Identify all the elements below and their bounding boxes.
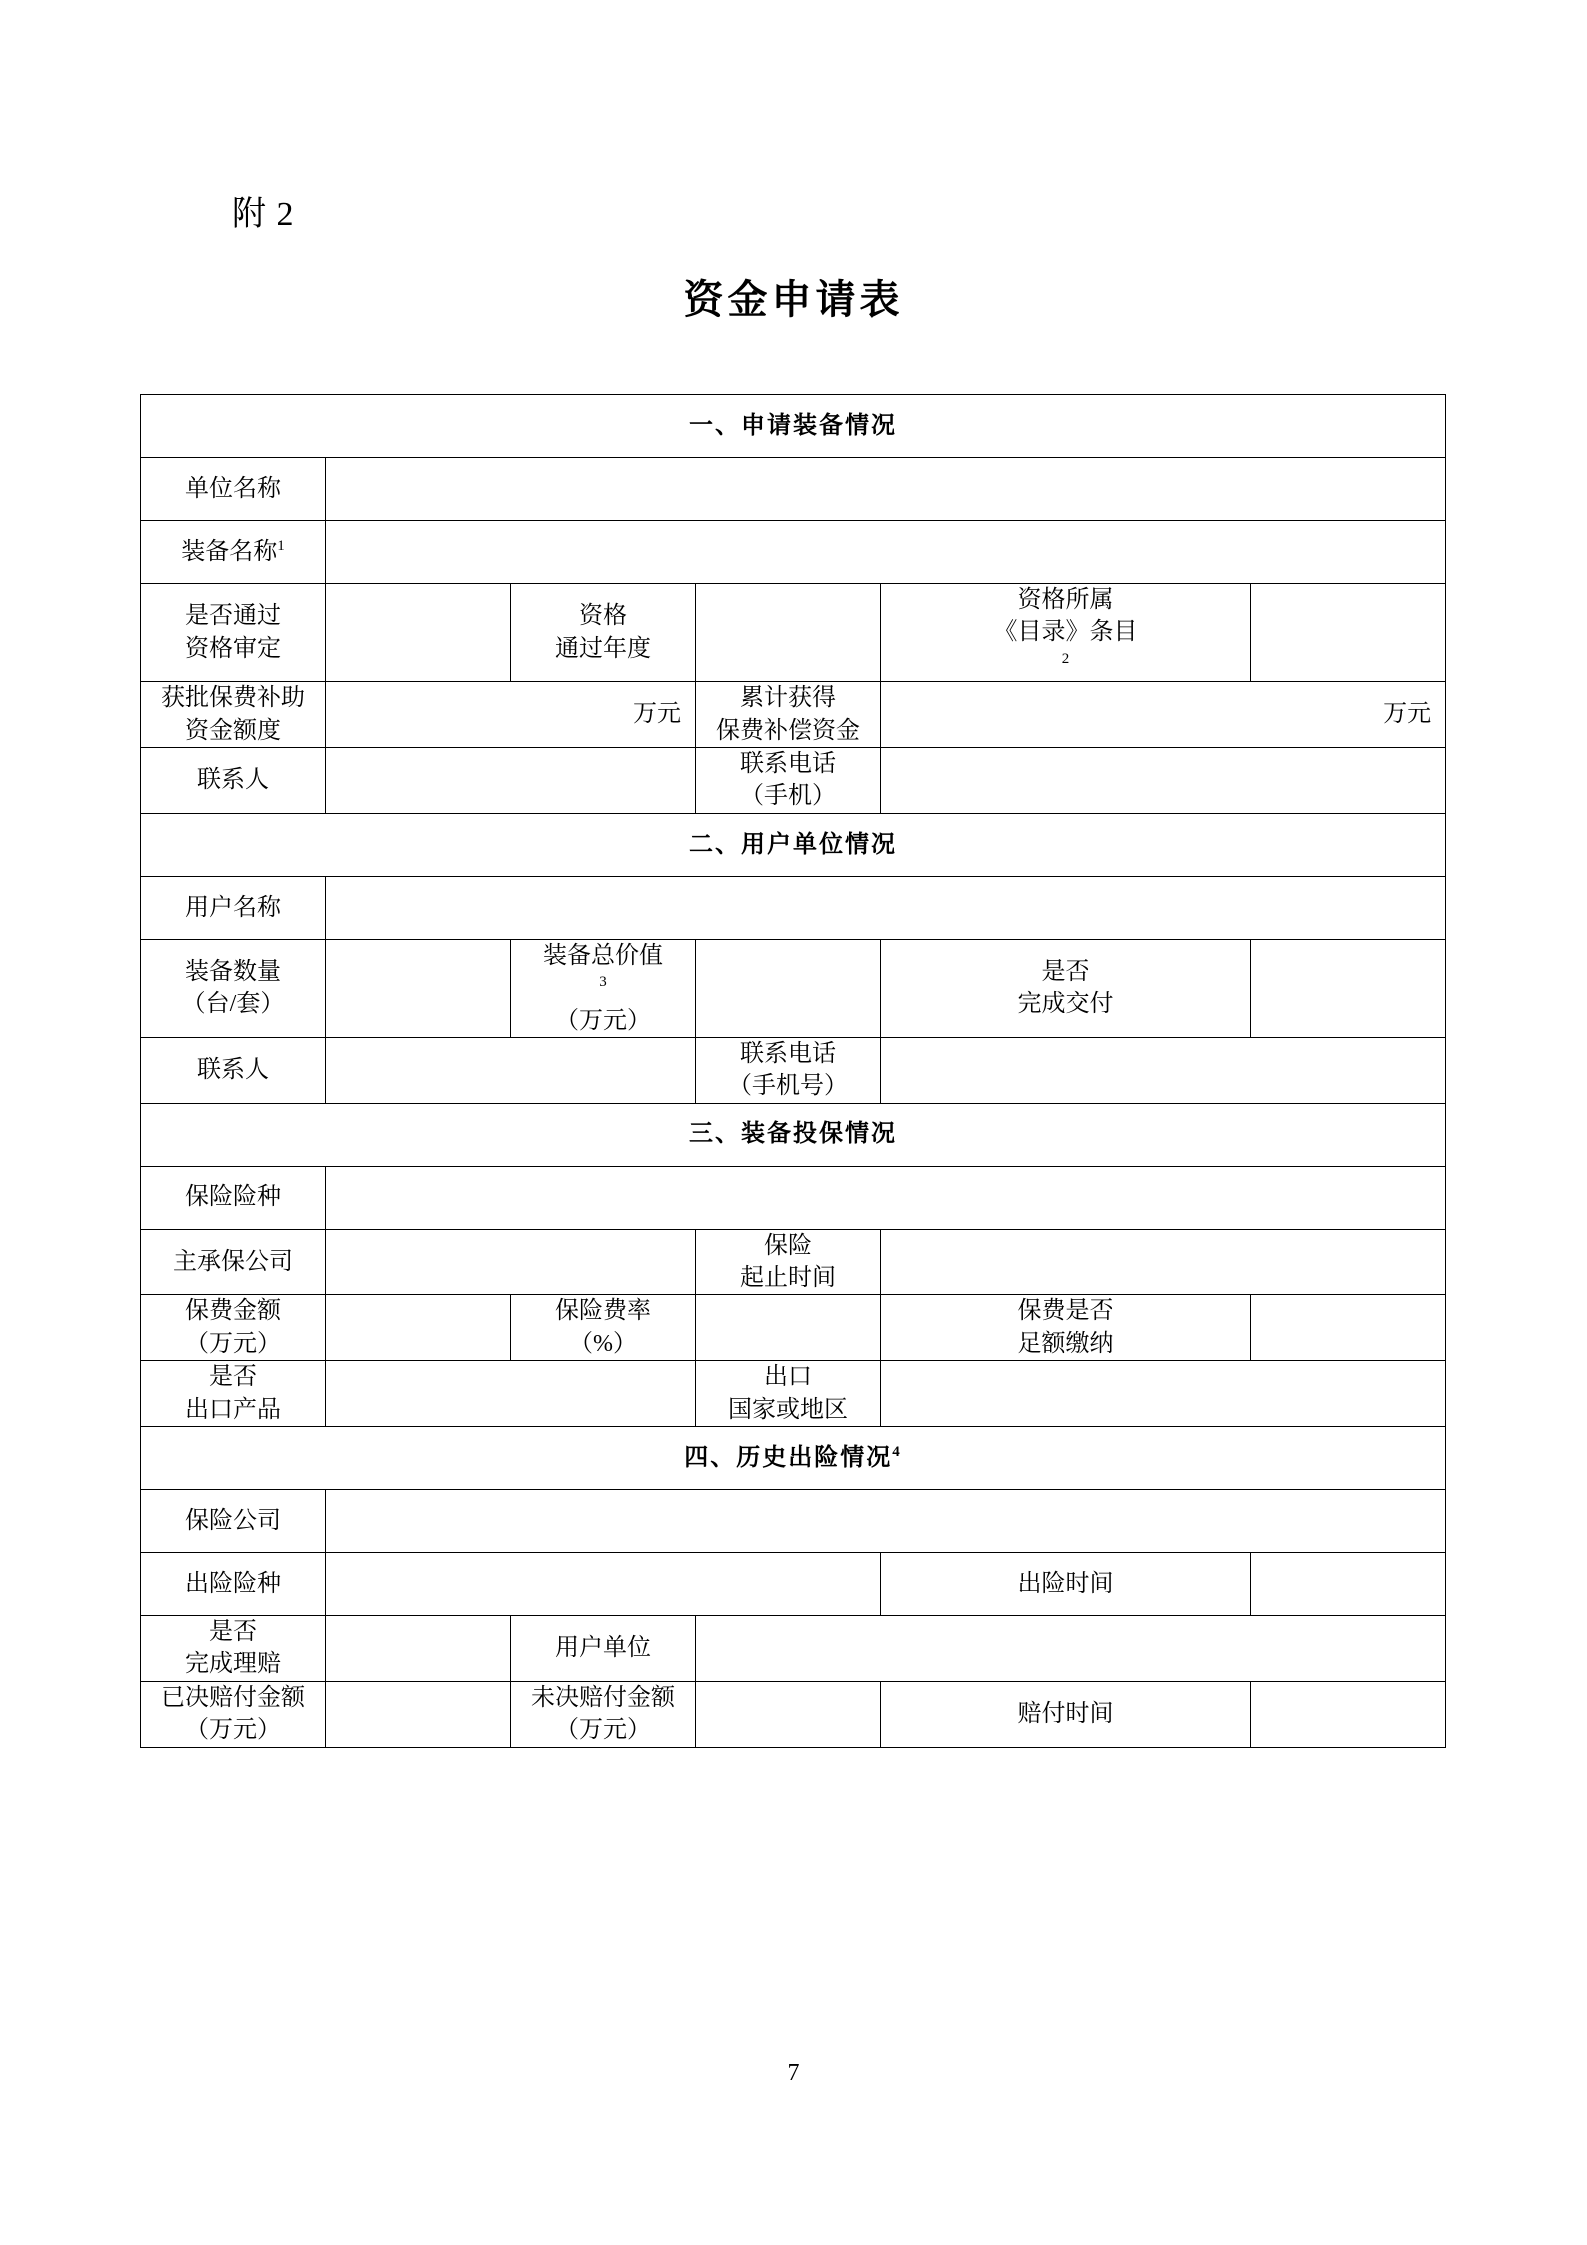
field-payment-time[interactable]	[1251, 1681, 1446, 1747]
label-claim-done	[141, 1616, 326, 1682]
section-heading-1: 一、申请装备情况	[141, 395, 1446, 458]
label-insurance-period-line2: 起止时间	[740, 1265, 836, 1292]
label-claim-done-line2: 完成理赔	[185, 1651, 281, 1678]
label-qualification-passed-line2: 资格审定	[185, 635, 281, 662]
label-insurance-type: 保险险种	[141, 1166, 326, 1229]
field-accumulated-subsidy[interactable]	[881, 682, 1446, 748]
field-premium-paid[interactable]	[1251, 1295, 1446, 1361]
label-approved-subsidy-line1: 获批保费补助	[161, 685, 305, 712]
label-export-product-line1: 是否	[209, 1364, 257, 1391]
label-premium-paid	[881, 1295, 1251, 1361]
label-user-unit: 用户单位	[511, 1616, 696, 1682]
label-premium-paid-line2: 足额缴纳	[1017, 1330, 1114, 1357]
section-heading-2: 二、用户单位情况	[141, 813, 1446, 876]
label-contact-phone-line2: （手机）	[740, 783, 836, 810]
field-insurance-period[interactable]	[881, 1229, 1446, 1295]
label-unsettled-amount-line1: 未决赔付金额	[531, 1684, 675, 1711]
field-export-product[interactable]	[326, 1361, 696, 1427]
label-main-insurer: 主承保公司	[141, 1229, 326, 1295]
label-equipment-value	[511, 939, 696, 1037]
label-claim-time: 出险时间	[881, 1553, 1251, 1616]
page-title: 资金申请表	[683, 277, 904, 322]
field-qualification-year[interactable]	[696, 584, 881, 682]
label-qualification-passed	[141, 584, 326, 682]
label-export-country-line1: 出口	[764, 1364, 812, 1391]
table-row	[141, 1295, 1446, 1361]
label-premium-amount-line2: （万元）	[185, 1330, 281, 1357]
table-row	[141, 1553, 1446, 1616]
label-qualification-catalog-line1: 资格所属	[1017, 587, 1114, 613]
table-row	[141, 813, 1446, 876]
label-claim-type: 出险险种	[141, 1553, 326, 1616]
table-row	[141, 1037, 1446, 1103]
label-contact-phone-2	[696, 1037, 881, 1103]
footnote-marker-3: 3	[599, 974, 607, 991]
field-equipment-name[interactable]	[326, 521, 1446, 584]
unit-wan-1: 万元	[633, 701, 681, 728]
label-premium-amount-line1: 保费金额	[185, 1298, 281, 1325]
label-premium-rate	[511, 1295, 696, 1361]
label-delivery-done-line2: 完成交付	[1017, 991, 1114, 1018]
label-contact-phone-line1: 联系电话	[740, 750, 836, 777]
label-qualification-year-line2: 通过年度	[555, 635, 651, 662]
label-equipment-count-line1: 装备数量	[185, 958, 281, 985]
table-row	[141, 1490, 1446, 1553]
label-insurance-company: 保险公司	[141, 1490, 326, 1553]
table-row	[141, 1616, 1446, 1682]
label-qualification-passed-line1: 是否通过	[185, 603, 281, 630]
label-contact-person-2: 联系人	[141, 1037, 326, 1103]
label-accumulated-subsidy-line1: 累计获得	[740, 685, 836, 712]
table-row	[141, 1361, 1446, 1427]
attachment-label: 附 2	[232, 196, 295, 233]
label-equipment-value-line1: 装备总价值 $^3$	[543, 942, 663, 991]
field-qualification-catalog[interactable]	[1251, 584, 1446, 682]
label-qualification-year-line1: 资格	[579, 603, 627, 630]
label-export-product	[141, 1361, 326, 1427]
field-claim-done[interactable]	[326, 1616, 511, 1682]
table-row	[141, 1681, 1446, 1747]
field-contact-person-2[interactable]	[326, 1037, 696, 1103]
field-unsettled-amount[interactable]	[696, 1681, 881, 1747]
table-row	[141, 747, 1446, 813]
label-premium-paid-line1: 保费是否	[1017, 1298, 1114, 1325]
field-user-unit[interactable]	[696, 1616, 1446, 1682]
table-row	[141, 1103, 1446, 1166]
label-settled-amount-line1: 已决赔付金额	[161, 1684, 305, 1711]
label-equipment-count	[141, 939, 326, 1037]
section-heading-4	[141, 1427, 1446, 1490]
label-accumulated-subsidy-line2: 保费补偿资金	[716, 717, 860, 744]
label-export-country	[696, 1361, 881, 1427]
table-row	[141, 1427, 1446, 1490]
label-insurance-period	[696, 1229, 881, 1295]
field-user-name[interactable]	[326, 876, 1446, 939]
table-row	[141, 458, 1446, 521]
label-insurance-period-line1: 保险	[764, 1232, 812, 1259]
label-approved-subsidy	[141, 682, 326, 748]
label-equipment-count-line2: （台/套）	[181, 991, 285, 1018]
section-heading-4-text: 四、历史出险情况	[684, 1444, 893, 1471]
table-row	[141, 682, 1446, 748]
label-payment-time: 赔付时间	[881, 1681, 1251, 1747]
label-export-product-line2: 出口产品	[185, 1396, 281, 1423]
table-row	[141, 521, 1446, 584]
table-row	[141, 1166, 1446, 1229]
field-qualification-passed[interactable]	[326, 584, 511, 682]
label-contact-person: 联系人	[141, 747, 326, 813]
field-unit-name[interactable]	[326, 458, 1446, 521]
label-premium-rate-line2: （%）	[569, 1330, 637, 1357]
label-contact-phone-2-line2: （手机号）	[728, 1073, 848, 1100]
unit-wan-2: 万元	[1383, 701, 1432, 728]
field-approved-subsidy[interactable]	[326, 682, 696, 748]
label-user-name: 用户名称	[141, 876, 326, 939]
field-contact-phone-2[interactable]	[881, 1037, 1446, 1103]
label-contact-phone-2-line1: 联系电话	[740, 1040, 836, 1067]
field-equipment-value[interactable]	[696, 939, 881, 1037]
footnote-marker-4: 4	[892, 1443, 902, 1460]
label-unit-name: 单位名称	[141, 458, 326, 521]
field-claim-time[interactable]	[1251, 1553, 1446, 1616]
field-premium-rate[interactable]	[696, 1295, 881, 1361]
field-contact-person[interactable]	[326, 747, 696, 813]
label-qualification-year	[511, 584, 696, 682]
funding-application-form	[140, 394, 1446, 1748]
field-premium-amount[interactable]	[326, 1295, 511, 1361]
label-equipment-name-text: 装备名称	[181, 538, 278, 565]
field-contact-phone[interactable]	[881, 747, 1446, 813]
label-export-country-line2: 国家或地区	[728, 1396, 848, 1423]
label-settled-amount	[141, 1681, 326, 1747]
table-row	[141, 584, 1446, 682]
label-equipment-name	[141, 521, 326, 584]
label-contact-phone	[696, 747, 881, 813]
page-number: 7	[787, 2060, 800, 2086]
field-insurance-company[interactable]	[326, 1490, 1446, 1553]
field-settled-amount[interactable]	[326, 1681, 511, 1747]
field-equipment-count[interactable]	[326, 939, 511, 1037]
section-heading-3: 三、装备投保情况	[141, 1103, 1446, 1166]
label-claim-done-line1: 是否	[209, 1619, 257, 1646]
label-premium-rate-line1: 保险费率	[555, 1298, 651, 1325]
label-unsettled-amount-line2: （万元）	[555, 1717, 651, 1744]
field-export-country[interactable]	[881, 1361, 1446, 1427]
label-equipment-value-line2: （万元）	[555, 1007, 651, 1034]
table-row	[141, 1229, 1446, 1295]
label-qualification-catalog	[881, 584, 1251, 682]
table-row	[141, 395, 1446, 458]
label-qualification-catalog-line2: 《目录》条目 $^2$	[993, 619, 1138, 667]
table-row	[141, 876, 1446, 939]
field-claim-type[interactable]	[326, 1553, 881, 1616]
field-delivery-done[interactable]	[1251, 939, 1446, 1037]
label-delivery-done	[881, 939, 1251, 1037]
field-main-insurer[interactable]	[326, 1229, 696, 1295]
field-insurance-type[interactable]	[326, 1166, 1446, 1229]
label-premium-amount	[141, 1295, 326, 1361]
label-unsettled-amount	[511, 1681, 696, 1747]
label-delivery-done-line1: 是否	[1041, 958, 1090, 985]
footnote-marker-2: 2	[1061, 650, 1070, 667]
label-settled-amount-line2: （万元）	[185, 1717, 281, 1744]
label-approved-subsidy-line2: 资金额度	[185, 717, 281, 744]
label-accumulated-subsidy	[696, 682, 881, 748]
footnote-marker-1: 1	[277, 537, 285, 554]
table-row	[141, 939, 1446, 1037]
